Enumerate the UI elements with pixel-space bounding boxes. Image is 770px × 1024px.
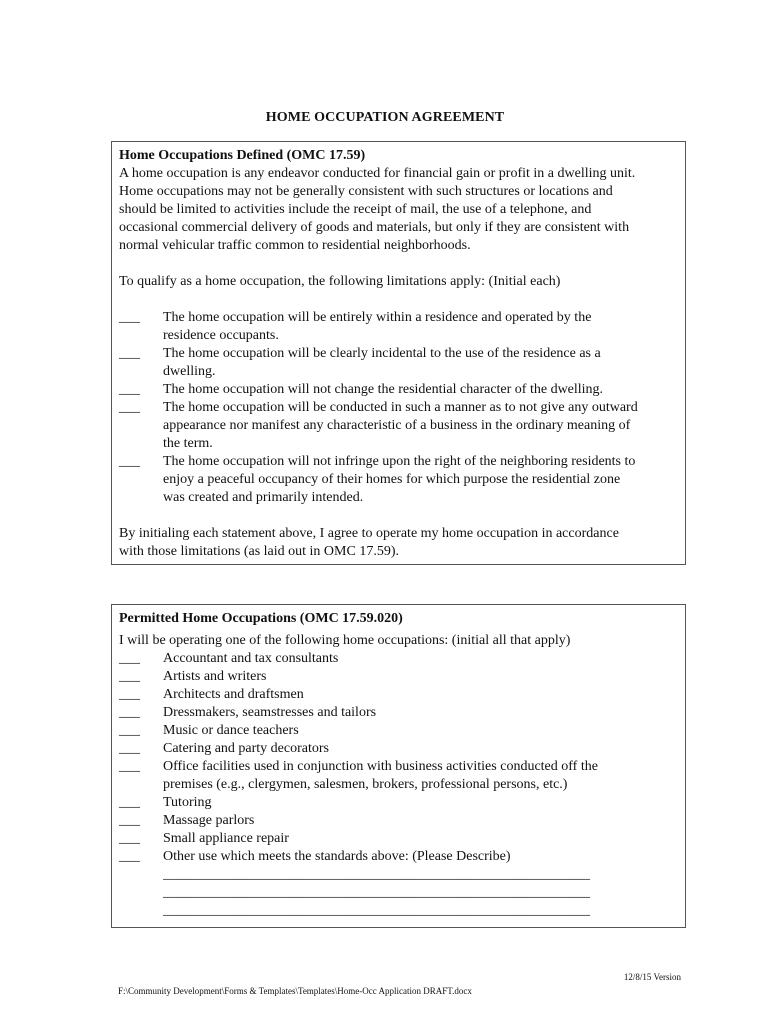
occupation-label: Massage parlors: [163, 813, 255, 828]
section-heading: Home Occupations Defined (OMC 17.59): [119, 148, 366, 163]
home-occupations-defined-section: [111, 141, 686, 565]
occupation-item: [119, 812, 678, 830]
initial-blank[interactable]: ___: [119, 400, 140, 415]
limitation-text: residence occupants.: [163, 328, 279, 343]
initial-blank[interactable]: ___: [119, 723, 140, 738]
initial-blank[interactable]: ___: [119, 454, 140, 469]
occupation-item: [119, 650, 678, 668]
initial-blank[interactable]: ___: [119, 687, 140, 702]
describe-lines: [119, 866, 678, 920]
initial-blank[interactable]: ___: [119, 831, 140, 846]
occupation-item: [119, 758, 678, 794]
definition-line: occasional commercial delivery of goods and materials, but only if they are consistent with: [119, 220, 630, 235]
limitation-text: The home occupation will be clearly incidental to the use of the residence as a: [163, 346, 601, 361]
limitation-text: The home occupation will not change the residential character of the dwelling.: [163, 382, 604, 397]
limitation-text: The home occupation will not infringe upon the right of the neighboring residents to: [163, 454, 636, 469]
occupation-label: Artists and writers: [163, 669, 267, 684]
definition-paragraph: [119, 165, 678, 255]
limitation-item: [119, 309, 678, 345]
limitation-text: enjoy a peaceful occupancy of their homes for which purpose the residential zone: [163, 472, 621, 487]
occupation-item: [119, 686, 678, 704]
agreement-line: By initialing each statement above, I agree to operate my home occupation in accordance: [119, 526, 619, 541]
agreement-line: with those limitations (as laid out in OMC 17.59).: [119, 544, 399, 559]
limitation-text: dwelling.: [163, 364, 216, 379]
occupation-label: Office facilities used in conjunction with business activities conducted off the: [163, 759, 598, 774]
initial-blank[interactable]: ___: [119, 651, 140, 666]
occupation-label: Accountant and tax consultants: [163, 651, 339, 666]
occupation-item: [119, 830, 678, 848]
limitation-text: appearance nor manifest any characteristic of a business in the ordinary meaning of: [163, 418, 631, 433]
occupation-label: Tutoring: [163, 795, 212, 810]
definition-line: normal vehicular traffic common to residential neighborhoods.: [119, 238, 471, 253]
occupation-label: Small appliance repair: [163, 831, 289, 846]
occupation-label: Architects and draftsmen: [163, 687, 304, 702]
initial-blank[interactable]: ___: [119, 813, 140, 828]
footer-version: 12/8/15 Version: [623, 972, 681, 982]
definition-line: Home occupations may not be generally consistent with such structures or locations and: [119, 184, 613, 199]
limitation-item: [119, 399, 678, 453]
describe-line[interactable]: _____________________________________________________________: [163, 885, 590, 900]
occupation-label: Catering and party decorators: [163, 741, 329, 756]
definition-line: A home occupation is any endeavor conducted for financial gain or profit in a dwelling unit.: [119, 166, 636, 181]
occupation-item: [119, 704, 678, 722]
initial-blank[interactable]: ___: [119, 795, 140, 810]
limitation-text: The home occupation will be entirely within a residence and operated by the: [163, 310, 592, 325]
document-title: HOME OCCUPATION AGREEMENT: [265, 110, 505, 125]
initial-blank[interactable]: ___: [119, 741, 140, 756]
occupation-label: Other use which meets the standards above: (Please Describe): [163, 849, 511, 864]
permitted-intro: I will be operating one of the following home occupations: (initial all that apply): [119, 633, 571, 648]
occupation-item: [119, 740, 678, 758]
limitation-text: The home occupation will be conducted in such a manner as to not give any outward: [163, 400, 638, 415]
occupation-item: [119, 794, 678, 812]
initial-blank[interactable]: ___: [119, 669, 140, 684]
occupation-item: [119, 668, 678, 686]
occupation-label: Music or dance teachers: [163, 723, 299, 738]
occupation-item: [119, 848, 678, 866]
limitation-text: the term.: [163, 436, 213, 451]
initial-blank[interactable]: ___: [119, 759, 140, 774]
initial-blank[interactable]: ___: [119, 849, 140, 864]
initial-blank[interactable]: ___: [119, 705, 140, 720]
initial-blank[interactable]: ___: [119, 310, 140, 325]
occupation-label: premises (e.g., clergymen, salesmen, brokers, professional persons, etc.): [163, 777, 568, 792]
agreement-paragraph: [119, 525, 678, 561]
limitation-item: [119, 345, 678, 381]
section-heading: Permitted Home Occupations (OMC 17.59.020): [119, 611, 403, 626]
limitation-item: [119, 453, 678, 507]
definition-line: should be limited to activities include the receipt of mail, the use of a telephone, and: [119, 202, 592, 217]
qualify-text: To qualify as a home occupation, the following limitations apply: (Initial each): [119, 274, 561, 289]
permitted-home-occupations-section: [111, 604, 686, 928]
initial-blank[interactable]: ___: [119, 346, 140, 361]
occupation-item: [119, 722, 678, 740]
limitation-item: [119, 381, 678, 399]
describe-line[interactable]: _____________________________________________________________: [163, 867, 590, 882]
initial-blank[interactable]: ___: [119, 382, 140, 397]
describe-line[interactable]: _____________________________________________________________: [163, 903, 590, 918]
limitation-text: was created and primarily intended.: [163, 490, 364, 505]
occupation-label: Dressmakers, seamstresses and tailors: [163, 705, 377, 720]
footer-path: F:\Community Development\Forms & Templates\Templates\Home-Occ Application DRAFT.docx: [118, 986, 472, 996]
